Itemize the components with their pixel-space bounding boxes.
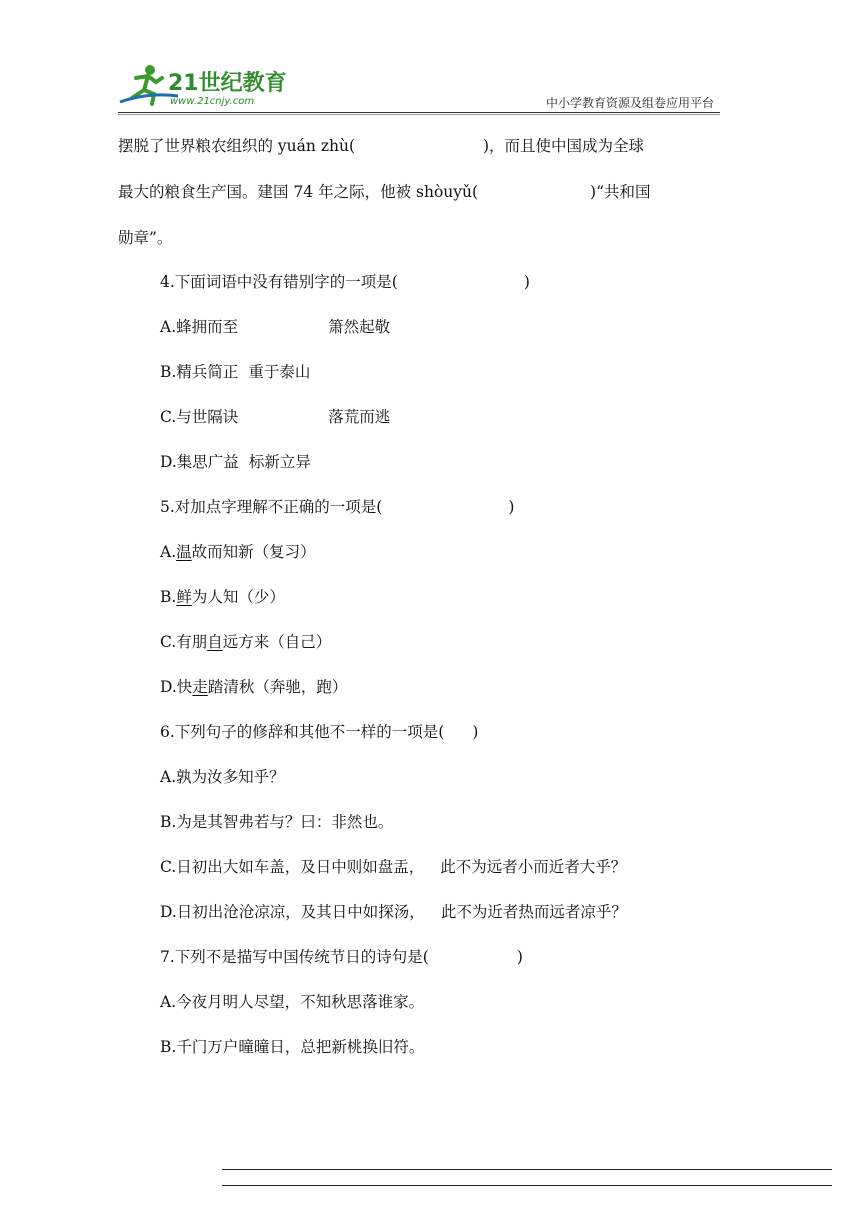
q4-option-c: C.与世隔诀 落荒而逃 — [160, 408, 391, 426]
q5-option-d: D.快走踏清秋（奔驰，跑） — [160, 678, 348, 696]
q7-stem: 7.下列不是描写中国传统节日的诗句是( ) — [160, 948, 523, 966]
passage-line-1: 摆脱了世界粮农组织的 yuán zhù( )，而且使中国成为全球 — [118, 137, 645, 155]
q5-option-c: C.有朋自远方来（自己） — [160, 633, 332, 651]
page-header — [118, 58, 720, 116]
header-rule — [118, 112, 720, 113]
header-rule-secondary — [118, 114, 720, 115]
q5-stem: 5.对加点字理解不正确的一项是( ) — [160, 498, 515, 516]
q7-option-b: B.千门万户曈曈日，总把新桃换旧符。 — [160, 1038, 425, 1056]
q7-option-a: A.今夜月明人尽望，不知秋思落谁家。 — [160, 993, 425, 1011]
passage-line-3: 勋章”。 — [118, 229, 173, 247]
q6-option-c: C.日初出大如车盖，及日中则如盘盂， 此不为远者小而近者大乎？ — [160, 858, 627, 876]
q4-option-a: A.蜂拥而至 箫然起敬 — [160, 318, 391, 336]
q6-option-d: D.日初出沧沧凉凉，及其日中如探汤， 此不为近者热而远者凉乎？ — [160, 903, 627, 921]
q6-option-b: B.为是其智弗若与？曰：非然也。 — [160, 813, 394, 831]
q6-option-a: A.孰为汝多知乎？ — [160, 768, 285, 786]
q5-option-b: B.鲜为人知（少） — [160, 588, 285, 606]
dotted-char: 走 — [192, 678, 208, 696]
logo-text: 21世纪教育 — [168, 71, 287, 96]
footer-rule — [222, 1169, 832, 1170]
dotted-char: 自 — [207, 633, 223, 651]
dotted-char: 鲜 — [176, 588, 192, 606]
q4-option-b: B.精兵简正 重于泰山 — [160, 363, 311, 381]
q5-option-a: A.温故而知新（复习） — [160, 543, 316, 561]
footer-rule-secondary — [222, 1185, 832, 1186]
passage-line-2: 最大的粮食生产国。建国 74 年之际，他被 shòuyǔ( )“共和国 — [118, 183, 651, 201]
dotted-char: 温 — [176, 543, 192, 561]
q4-stem: 4.下面词语中没有错别字的一项是( ) — [160, 273, 530, 291]
header-tagline: 中小学教育资源及组卷应用平台 — [545, 96, 714, 110]
logo-url: www.21cnjy.com — [170, 96, 255, 107]
q4-option-d: D.集思广益 标新立异 — [160, 453, 311, 471]
q6-stem: 6.下列句子的修辞和其他不一样的一项是( ) — [160, 723, 479, 741]
brand-logo — [118, 62, 288, 108]
